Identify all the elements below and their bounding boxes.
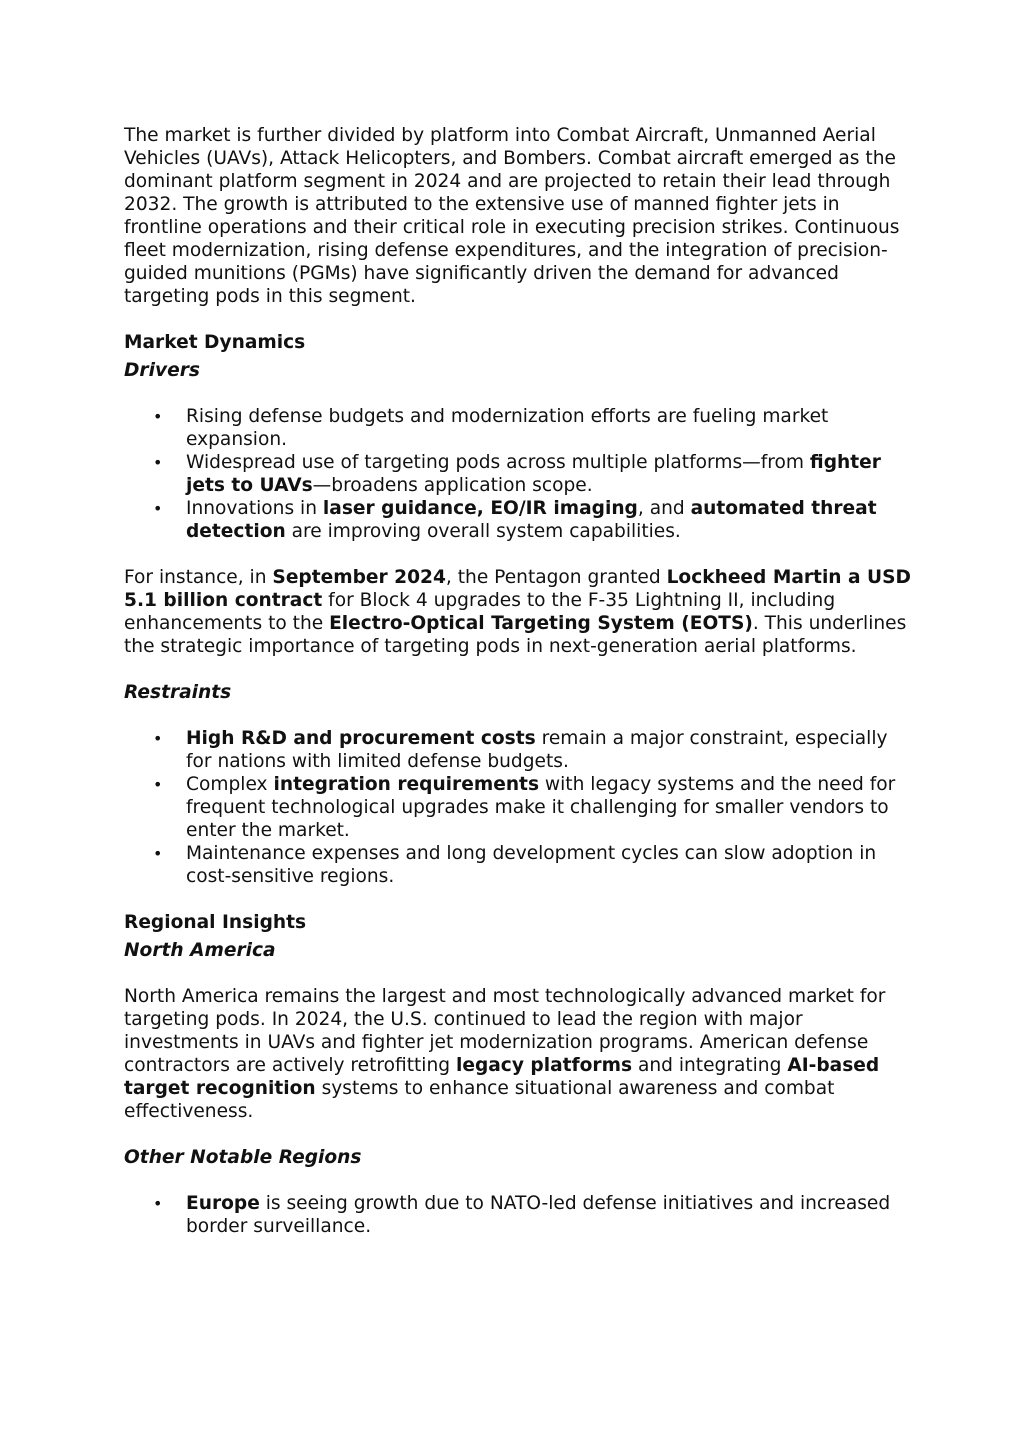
list-item: • Europe is seeing growth due to NATO-led defense initiatives and increased border surveillance. [153, 1193, 891, 1237]
list-item: • Widespread use of targeting pods across multiple platforms—from fighter jets to UAVs—broadens application scope. [153, 452, 881, 496]
document-page [124, 124, 914, 1261]
other-regions-heading: Other Notable Regions [124, 1147, 362, 1168]
bullet-icon: • [153, 499, 163, 518]
restraints-heading: Restraints [124, 682, 232, 703]
regional-insights-heading: Regional Insights [124, 912, 307, 933]
bullet-icon: • [153, 407, 163, 426]
intro-paragraph: The market is further divided by platform into Combat Aircraft, Unmanned Aerial Vehicles (UAVs), Attack Helicopters, and Bombers. Combat aircraft emerged as the dominant platform segment in 2024 and are projected to retain their lead through 2032. The growth is attributed to the extensive use of manned fighter jets in frontline operations and their critical role in executing precision strikes. Continuous fleet modernization, rising defense expenditures, and the integration of precision-guided munitions (PGMs) have significantly driven the demand for advanced targeting pods in this segment. [124, 125, 900, 307]
bullet-icon: • [153, 775, 163, 794]
drivers-list [124, 405, 914, 543]
bullet-icon: • [153, 844, 163, 863]
list-item: • Rising defense budgets and modernization efforts are fueling market expansion. [153, 406, 829, 450]
list-item: • Maintenance expenses and long development cycles can slow adoption in cost-sensitive regions. [153, 843, 877, 887]
bullet-icon: • [153, 453, 163, 472]
north-america-heading: North America [124, 940, 276, 961]
bullet-icon: • [153, 1194, 163, 1213]
other-regions-list [124, 1192, 914, 1238]
list-item: • High R&D and procurement costs remain a major constraint, especially for nations with limited defense budgets. [153, 728, 888, 772]
bullet-icon: • [153, 729, 163, 748]
drivers-heading: Drivers [124, 360, 200, 381]
list-item: • Innovations in laser guidance, EO/IR imaging, and automated threat detection are improving overall system capabilities. [153, 498, 877, 542]
restraints-list [124, 727, 914, 888]
north-america-paragraph: North America remains the largest and most technologically advanced market for targeting pods. In 2024, the U.S. continued to lead the region with major investments in UAVs and fighter jet modernization programs. American defense contractors are actively retrofitting legacy platforms and integrating AI-based target recognition systems to enhance situational awareness and combat effectiveness. [124, 986, 886, 1122]
list-item: • Complex integration requirements with legacy systems and the need for frequent technological upgrades make it challenging for smaller vendors to enter the market. [153, 774, 896, 841]
market-dynamics-heading: Market Dynamics [124, 332, 306, 353]
instance-paragraph: For instance, in September 2024, the Pentagon granted Lockheed Martin a USD 5.1 billion contract for Block 4 upgrades to the F-35 Lightning II, including enhancements to the Electro-Optical Targeting System (EOTS). This underlines the strategic importance of targeting pods in next-generation aerial platforms. [124, 567, 911, 657]
